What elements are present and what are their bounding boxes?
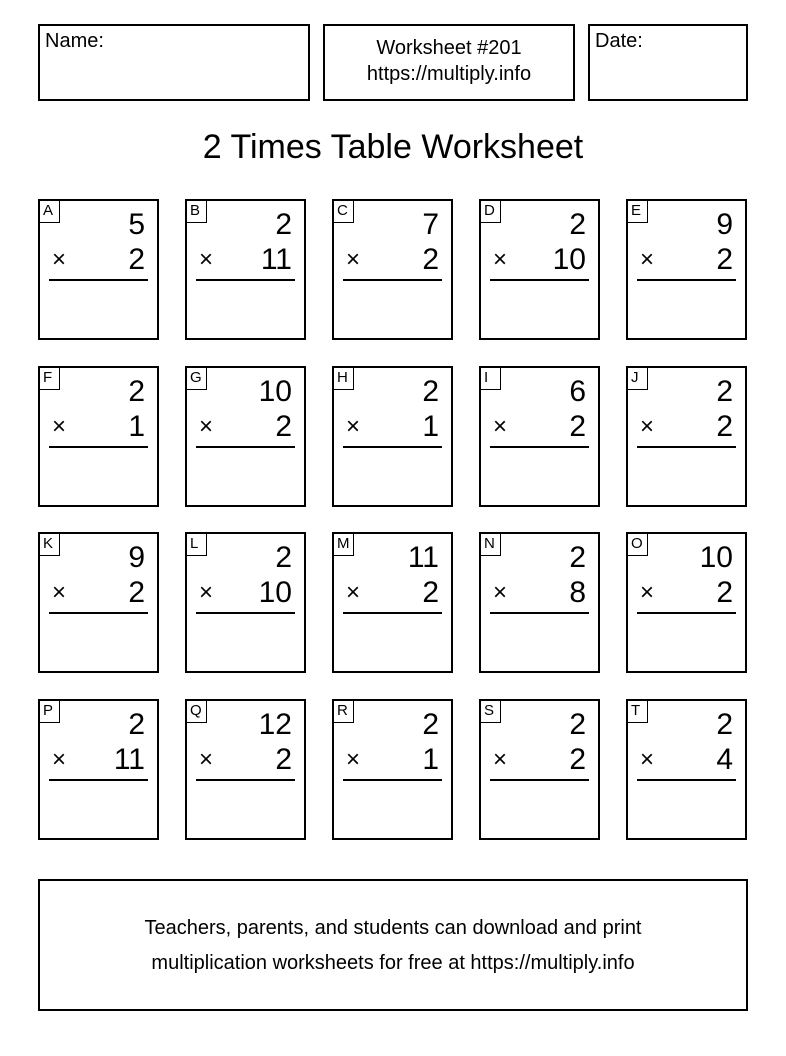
multiplicand: 11: [407, 541, 439, 574]
problem-card: [479, 699, 600, 840]
multiplicand: 2: [716, 708, 733, 741]
multiplicand: 2: [275, 208, 292, 241]
problem-letter: I: [481, 368, 501, 390]
worksheet-number: Worksheet #201: [376, 37, 522, 59]
multiplicand: 2: [716, 375, 733, 408]
multiplier: 2: [569, 743, 586, 776]
multiplier: 8: [569, 576, 586, 609]
problem-card: [332, 699, 453, 840]
footer-line-2: multiplication worksheets for free at https://multiply.info: [151, 952, 635, 974]
multiplier: 4: [716, 743, 733, 776]
multiplier: 2: [275, 410, 292, 443]
problem-letter: S: [481, 701, 501, 723]
problem-card: [332, 366, 453, 507]
multiplicand: 5: [128, 208, 145, 241]
name-label: Name:: [45, 30, 104, 52]
date-box: [588, 24, 748, 101]
problem-card: [185, 366, 306, 507]
worksheet-info-box: [323, 24, 575, 101]
multiplier: 10: [258, 576, 292, 609]
answer-line: [196, 779, 295, 781]
name-box: [38, 24, 310, 101]
problem-card: [38, 199, 159, 340]
problem-letter: J: [628, 368, 648, 390]
answer-line: [490, 612, 589, 614]
answer-line: [637, 779, 736, 781]
answer-line: [196, 612, 295, 614]
answer-line: [637, 446, 736, 448]
multiplier: 2: [569, 410, 586, 443]
problem-card: [185, 532, 306, 673]
answer-line: [49, 779, 148, 781]
times-sign: ×: [199, 579, 214, 606]
problem-letter: Q: [187, 701, 207, 723]
worksheet-url: https://multiply.info: [366, 63, 532, 85]
multiplicand: 2: [275, 541, 292, 574]
multiplier: 1: [128, 410, 145, 443]
multiplicand: 2: [128, 375, 145, 408]
problem-card: [38, 532, 159, 673]
problem-letter: O: [628, 534, 648, 556]
problem-letter: H: [334, 368, 354, 390]
multiplicand: 10: [258, 375, 292, 408]
problem-card: [479, 532, 600, 673]
multiplier: 10: [552, 243, 586, 276]
problem-card: [626, 199, 747, 340]
times-sign: ×: [199, 246, 214, 273]
problem-letter: L: [187, 534, 207, 556]
problem-letter: F: [40, 368, 60, 390]
multiplier: 2: [128, 243, 145, 276]
multiplier: 1: [422, 410, 439, 443]
answer-line: [637, 612, 736, 614]
times-sign: ×: [640, 579, 655, 606]
multiplier: 2: [716, 576, 733, 609]
answer-line: [343, 279, 442, 281]
multiplicand: 2: [569, 708, 586, 741]
problem-letter: R: [334, 701, 354, 723]
date-label: Date:: [595, 30, 643, 52]
problem-letter: D: [481, 201, 501, 223]
problem-card: [332, 532, 453, 673]
problem-card: [332, 199, 453, 340]
problem-card: [479, 199, 600, 340]
multiplier: 1: [422, 743, 439, 776]
times-sign: ×: [493, 413, 508, 440]
times-sign: ×: [346, 246, 361, 273]
times-sign: ×: [346, 746, 361, 773]
times-sign: ×: [52, 579, 67, 606]
multiplier: 2: [275, 743, 292, 776]
multiplier: 11: [113, 743, 145, 776]
times-sign: ×: [52, 413, 67, 440]
multiplicand: 9: [128, 541, 145, 574]
times-sign: ×: [199, 746, 214, 773]
problem-letter: G: [187, 368, 207, 390]
problem-letter: M: [334, 534, 354, 556]
problem-card: [626, 699, 747, 840]
times-sign: ×: [52, 746, 67, 773]
answer-line: [343, 612, 442, 614]
answer-line: [490, 279, 589, 281]
answer-line: [490, 779, 589, 781]
answer-line: [49, 279, 148, 281]
multiplicand: 2: [569, 541, 586, 574]
multiplicand: 6: [569, 375, 586, 408]
multiplier: 2: [422, 243, 439, 276]
answer-line: [196, 279, 295, 281]
multiplicand: 12: [258, 708, 292, 741]
problem-card: [626, 366, 747, 507]
answer-line: [196, 446, 295, 448]
answer-line: [343, 779, 442, 781]
problem-letter: K: [40, 534, 60, 556]
times-sign: ×: [640, 413, 655, 440]
times-sign: ×: [493, 246, 508, 273]
multiplier: 2: [716, 243, 733, 276]
problem-card: [38, 699, 159, 840]
multiplier: 2: [128, 576, 145, 609]
answer-line: [49, 612, 148, 614]
footer-box: [38, 879, 748, 1011]
problem-letter: T: [628, 701, 648, 723]
page-title: 2 Times Table Worksheet: [202, 128, 584, 166]
multiplicand: 9: [716, 208, 733, 241]
problem-letter: C: [334, 201, 354, 223]
multiplicand: 7: [422, 208, 439, 241]
problem-card: [626, 532, 747, 673]
multiplier: 2: [716, 410, 733, 443]
times-sign: ×: [346, 413, 361, 440]
multiplicand: 2: [422, 708, 439, 741]
times-sign: ×: [493, 579, 508, 606]
problem-card: [185, 699, 306, 840]
footer-line-1: Teachers, parents, and students can download and print: [144, 917, 642, 939]
times-sign: ×: [640, 246, 655, 273]
problem-letter: E: [628, 201, 648, 223]
multiplier: 11: [260, 243, 292, 276]
times-sign: ×: [640, 746, 655, 773]
multiplier: 2: [422, 576, 439, 609]
problem-letter: N: [481, 534, 501, 556]
multiplicand: 2: [422, 375, 439, 408]
answer-line: [343, 446, 442, 448]
problem-letter: A: [40, 201, 60, 223]
answer-line: [490, 446, 589, 448]
problem-card: [479, 366, 600, 507]
multiplicand: 2: [128, 708, 145, 741]
problem-card: [38, 366, 159, 507]
problem-letter: B: [187, 201, 207, 223]
problem-letter: P: [40, 701, 60, 723]
times-sign: ×: [52, 246, 67, 273]
times-sign: ×: [199, 413, 214, 440]
answer-line: [49, 446, 148, 448]
times-sign: ×: [346, 579, 361, 606]
times-sign: ×: [493, 746, 508, 773]
multiplicand: 2: [569, 208, 586, 241]
problem-card: [185, 199, 306, 340]
answer-line: [637, 279, 736, 281]
multiplicand: 10: [699, 541, 733, 574]
